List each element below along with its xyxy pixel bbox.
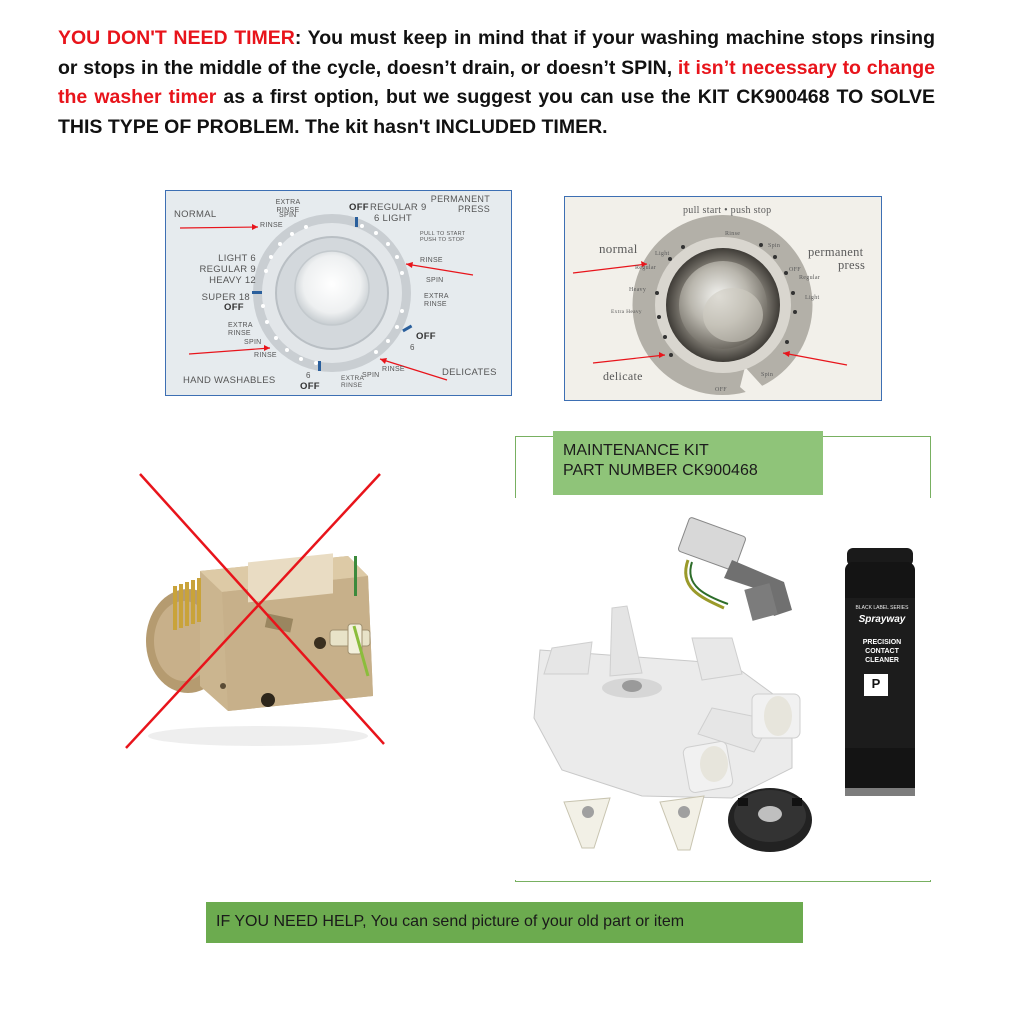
- dial-2-label-spin: Spin: [768, 243, 781, 249]
- washer-dial-photo-1: [165, 190, 512, 396]
- dial-1-label-normal: NORMAL: [174, 209, 217, 220]
- intro-heading: YOU DON'T NEED TIMER: [58, 27, 295, 49]
- dial-1-label-6-bottom: 6: [306, 371, 311, 380]
- dial-1-label-rinse-right: RINSE: [420, 257, 443, 264]
- maintenance-kit-image: [492, 498, 952, 880]
- dial-1-label-6-right: 6: [410, 343, 415, 352]
- help-banner: [206, 902, 803, 943]
- intro-text-1: : You must keep in mind that if your washing machine stops rinsing or stops in the middle of the cycle, doesn’t drain, or doesn’t SPIN,: [58, 27, 936, 79]
- dial-1-label-light: LIGHT 6: [218, 253, 256, 264]
- dial-1-label-spin: SPIN: [279, 212, 297, 219]
- can-letter: P: [871, 676, 881, 691]
- dial-1-label-off-left: OFF: [224, 302, 244, 313]
- dial-2-label-press: press: [838, 258, 866, 272]
- dial-1-label-extra-rinse-bottom: EXTRA RINSE: [341, 375, 364, 389]
- dial-1-label-super: SUPER 18: [201, 292, 250, 303]
- kit-label-line-1: MAINTENANCE KIT: [563, 442, 709, 459]
- dial-2-label-light: Light: [805, 295, 820, 301]
- motor-coupler: [728, 788, 812, 852]
- dial-2-label-regular: Regular: [799, 275, 821, 281]
- dial-1-label-delicates: DELICATES: [442, 367, 497, 378]
- dial-1-label-extra-rinse-right: EXTRA RINSE: [424, 293, 449, 308]
- dial-2-label-heavy: Heavy: [629, 287, 647, 293]
- can-line-1: PRECISION: [862, 639, 902, 646]
- dial-2-label-permanent: permanent: [808, 245, 864, 259]
- dial-2-label-delicate: delicate: [603, 369, 643, 383]
- dial-1-label-light-6: 6 LIGHT: [374, 213, 412, 224]
- dial-2-label-off-bottom: OFF: [715, 387, 727, 393]
- can-series-text: BLACK LABEL SERIES: [855, 605, 909, 611]
- dial-2-label-regular-left: Regular: [635, 265, 657, 271]
- can-line-2: CONTACT: [865, 648, 899, 655]
- dial-1-label-off-right: OFF: [416, 331, 436, 342]
- intro-highlight: it isn’t necessary to change the washer timer: [58, 56, 935, 109]
- dial-1-label-rinse: RINSE: [260, 222, 283, 229]
- dial-1-label-extra-rinse: EXTRA RINSE: [275, 199, 301, 214]
- dial-1-label-extra-rinse-left: EXTRA RINSE: [228, 322, 253, 337]
- dial-1-label-spin-right: SPIN: [426, 277, 444, 284]
- dial-2-label-top: pull start • push stop: [683, 205, 772, 216]
- help-text: IF YOU NEED HELP, You can send picture of your old part or item: [216, 913, 685, 930]
- dial-2-label-normal: normal: [599, 241, 638, 256]
- can-brand-text: Sprayway: [858, 614, 906, 625]
- dial-1-label-rinse-left: RINSE: [254, 352, 277, 359]
- dial-1-label-permanent-press: PERMANENT PRESS: [430, 194, 490, 214]
- can-line-3: CLEANER: [865, 657, 899, 664]
- dial-2-label-extra-heavy: Extra Heavy: [611, 309, 642, 315]
- dial-1-label-heavy: HEAVY 12: [209, 275, 256, 286]
- maintenance-kit-label: [553, 431, 823, 495]
- washer-dial-photo-2: [564, 196, 882, 401]
- timer-graphic: [118, 466, 408, 756]
- dial-1-label-regular: REGULAR 9: [199, 264, 256, 275]
- dial-1-label-off-top: OFF: [349, 202, 369, 213]
- dial-1-label-rinse-bottom: RINSE: [382, 366, 405, 373]
- kit-label-line-2: PART NUMBER CK900468: [563, 462, 758, 479]
- dial-2-label-spin-bottom: Spin: [761, 372, 774, 378]
- dial-2-label-off: OFF: [789, 267, 801, 273]
- intro-text-2: as a first option, but we suggest you can use the KIT CK900468 TO SOLVE THIS TYPE OF PROBLEM. The kit hasn't INCLUDED TIMER.: [58, 86, 935, 138]
- dial-1-label-spin-left: SPIN: [244, 339, 262, 346]
- dial-1-label-hand-washables: HAND WASHABLES: [183, 375, 276, 386]
- contact-cleaner-can: [845, 548, 915, 796]
- dial-2-label-rinse: Rinse: [725, 231, 741, 237]
- dial-1-label-regular-9: REGULAR 9: [370, 202, 427, 213]
- crossed-out-timer-image: [118, 466, 408, 756]
- dial-1-label-pull-to-start: PULL TO START PUSH TO STOP: [420, 231, 466, 243]
- dial-1-label-spin-bottom: SPIN: [362, 372, 380, 379]
- intro-paragraph: [58, 24, 935, 142]
- dial-1-label-off-bottom: OFF: [300, 381, 320, 392]
- dial-2-label-light-left: Light: [655, 251, 670, 257]
